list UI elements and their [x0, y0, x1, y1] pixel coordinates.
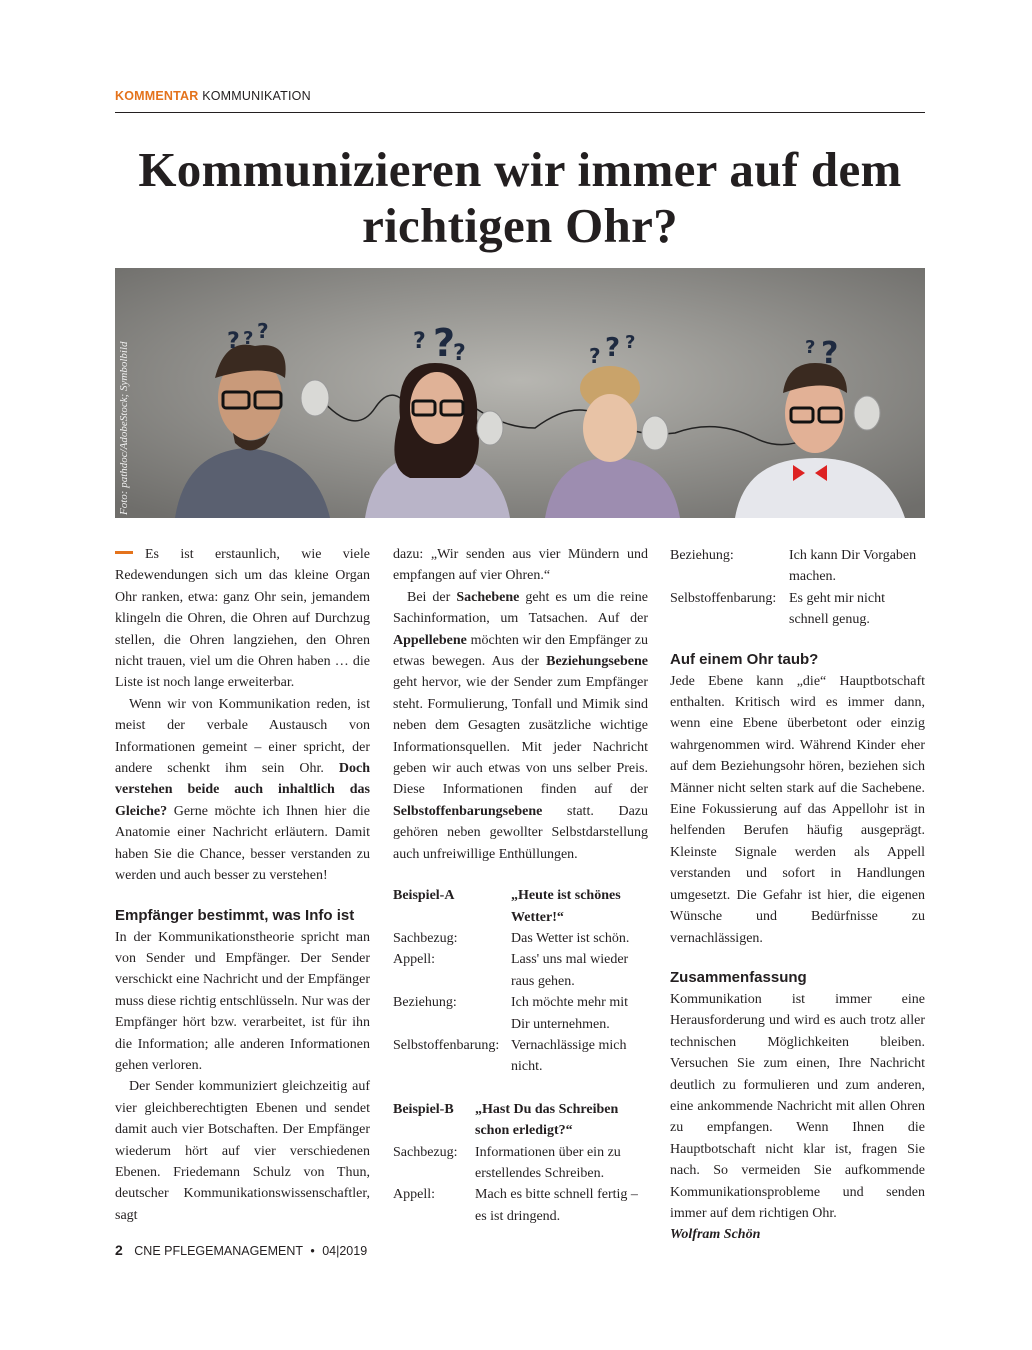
section-heading: Zusammenfassung — [670, 968, 807, 986]
section-heading: Empfänger bestimmt, was Info ist — [115, 906, 355, 924]
term-sachebene: Sachebene — [456, 589, 520, 605]
header-topic: KOMMUNIKATION — [202, 89, 311, 103]
example-key: Appell: — [393, 952, 435, 968]
photo-illustration — [115, 268, 925, 518]
text-run: Bei der — [407, 589, 451, 605]
example-label: Beispiel-B — [393, 1101, 454, 1117]
article-title: Kommunizieren wir immer auf dem richtigen Ohr? — [138, 142, 902, 253]
example-quote: „Hast Du das Schreiben schon erledigt?“ — [475, 1101, 619, 1139]
term-appellebene: Appellebene — [393, 632, 467, 648]
accent-dash — [115, 551, 133, 554]
running-header — [115, 89, 311, 103]
example-key: Beziehung: — [670, 548, 734, 563]
photo-credit: Foto: pathdoc/AdobeStock; Symbolbild — [118, 341, 130, 515]
example-b-continued — [670, 545, 925, 631]
term-selbstoffenbarungsebene: Selbstoffenbarungsebene — [393, 803, 543, 819]
page-footer — [115, 1242, 367, 1258]
column-2 — [393, 544, 648, 1227]
example-key: Sachbezug: — [393, 930, 458, 946]
example-value: Vernachlässige mich nicht. — [511, 1037, 627, 1075]
paragraph: Kommunikation ist immer eine Herausforderung und wird es auch trotz aller technischen Möglichkeiten bleiben. Versuchen Sie zum einen, Ihre Nachricht deutlich zu formulieren und zum anderen, eine ankommende Nachricht mit allen Ohren zu empfangen. Wenn Ihnen die Hauptbotschaft nicht klar ist, fragen Sie nach. So vermeiden Sie aufkommende Kommunikationsprobleme und senden immer auf dem richtigen Ohr. — [670, 991, 925, 1221]
paragraph: In der Kommunikationstheorie spricht man von Sender und Empfänger. Der Sender verschickt eine Nachricht und der Empfänger muss diese richtig entschlüsseln. Nur was der Empfänger hört bzw. verarbeitet, ist für ihn die Information; alle anderen Informationen gehen verloren. — [115, 929, 370, 1073]
svg-text:?: ? — [625, 332, 636, 353]
column-3 — [670, 545, 925, 1246]
text-run: möchten wir den Empfänger zu etwas bewegen. Aus der — [393, 632, 649, 670]
svg-text:?: ? — [413, 329, 426, 354]
text-run: geht es um die reine Sachinformation, um Tatsachen. Auf der — [393, 589, 649, 627]
example-value: Lass' uns mal wieder raus gehen. — [511, 952, 629, 989]
paragraph — [115, 694, 370, 887]
header-rule — [115, 112, 925, 113]
issue-number: 04|2019 — [322, 1244, 368, 1258]
example-key: Beziehung: — [393, 995, 457, 1011]
svg-text:?: ? — [805, 337, 816, 358]
text-run: geht hervor, wie der Sender zum Empfänger steht. Formulierung, Tonfall und Mimik sind neben dem Gesagten zusätzliche wichtige Informationsquellen. Mit jeder Nachricht geben wir auch etwas von uns selber Preis. Diese Informationen finden auf der — [393, 675, 648, 798]
paragraph — [393, 587, 648, 865]
example-value: Ich kann Dir Vorgaben machen. — [789, 548, 917, 585]
section-heading: Auf einem Ohr taub? — [670, 650, 819, 668]
example-value: Es geht mir nicht schnell genug. — [789, 590, 886, 628]
example-key: Selbstoffenbarung: — [393, 1037, 500, 1053]
text-run: statt. Dazu gehören neben gewollter Selbstdarstellung auch unfreiwillige Enthüllungen. — [393, 803, 649, 862]
author — [670, 1224, 925, 1245]
svg-text:?: ? — [433, 321, 456, 365]
example-key: Selbstoffenbarung: — [670, 590, 777, 606]
paragraph: Jede Ebene kann „die“ Hauptbotschaft enthalten. Kritisch wird es immer dann, wenn eine Ebene überbetont oder einzig wahrgenommen wird. Während Kinder eher auf dem Beziehungsohr hören, beziehen sich Männer nicht selten stark auf die Sachebene. Eine Fokussierung auf das Appellohr ist in helfenden Berufen häufig ausgeprägt. Kleinste Signale werden als Appell verstanden und sofort in Handlungen umgesetzt. Die Gefahr ist hier, die eigenen Wünsche und Bedürfnisse zu vernachlässigen. — [670, 673, 925, 946]
paragraph-text: Gerne möchte ich Ihnen hier die Anatomie einer Nachricht erläutern. Damit haben Sie die Chance, besser verstanden zu werden und auch besser zu verstehen! — [115, 803, 370, 884]
bold-question: Doch verstehen beide auch inhaltlich das Gleiche? — [115, 761, 371, 819]
svg-text:?: ? — [227, 329, 240, 354]
example-value: Ich möchte mehr mit Dir unternehmen. — [511, 995, 629, 1032]
svg-text:?: ? — [589, 344, 601, 368]
footer-separator: • — [310, 1244, 315, 1258]
example-a — [393, 885, 648, 1078]
publication-name: CNE PFLEGEMANAGEMENT — [134, 1244, 303, 1258]
author-name: Wolfram Schön — [670, 1227, 761, 1243]
example-label: Beispiel-A — [393, 888, 455, 904]
example-value: Informationen über ein zu erstellendes Schreiben. — [475, 1144, 621, 1181]
example-value: Mach es bitte schnell fertig – es ist dringend. — [475, 1187, 638, 1224]
example-b — [393, 1099, 648, 1227]
svg-text:?: ? — [243, 328, 254, 349]
column-1 — [115, 544, 370, 1226]
svg-text:?: ? — [821, 336, 839, 371]
paragraph — [115, 544, 370, 694]
example-value: Das Wetter ist schön. — [511, 930, 630, 946]
svg-text:?: ? — [453, 341, 466, 366]
example-quote: „Heute ist schönes Wetter!“ — [511, 888, 621, 925]
page-number: 2 — [115, 1242, 123, 1258]
paragraph-text: Wenn wir von Kommunikation reden, ist meist der verbale Austausch von Informationen gemeint – einer spricht, der andere schenkt ihm sein Ohr. — [115, 696, 370, 777]
paragraph: Der Sender kommuniziert gleichzeitig auf vier gleichberechtigten Ebenen und sendet damit auch vier Botschaften. Der Empfänger wiederum hört auf vier verschiedenen Ebenen. Friedemann Schulz von Thun, deutscher Kommunikationswissenschaftler, sagt — [115, 1079, 370, 1223]
header-category: KOMMENTAR — [115, 89, 199, 103]
example-key: Sachbezug: — [393, 1144, 458, 1160]
paragraph: dazu: „Wir senden aus vier Mündern und empfangen auf vier Ohren.“ — [393, 547, 648, 584]
term-beziehungsebene: Beziehungsebene — [546, 654, 648, 670]
article-photo — [115, 268, 925, 518]
example-key: Appell: — [393, 1187, 435, 1203]
paragraph-text: Es ist erstaunlich, wie viele Redewendungen sich um das kleine Organ Ohr ranken, etwa: ganz Ohr sein, jemandem klingeln die Ohren, die Ohren auf Durchzug stellen, die Ohren langziehen, den Ohren nicht trauen, viel um die Ohren haben … die Liste ist noch lange erweiterbar. — [115, 547, 370, 691]
svg-text:?: ? — [257, 319, 269, 343]
svg-text:?: ? — [605, 333, 621, 363]
